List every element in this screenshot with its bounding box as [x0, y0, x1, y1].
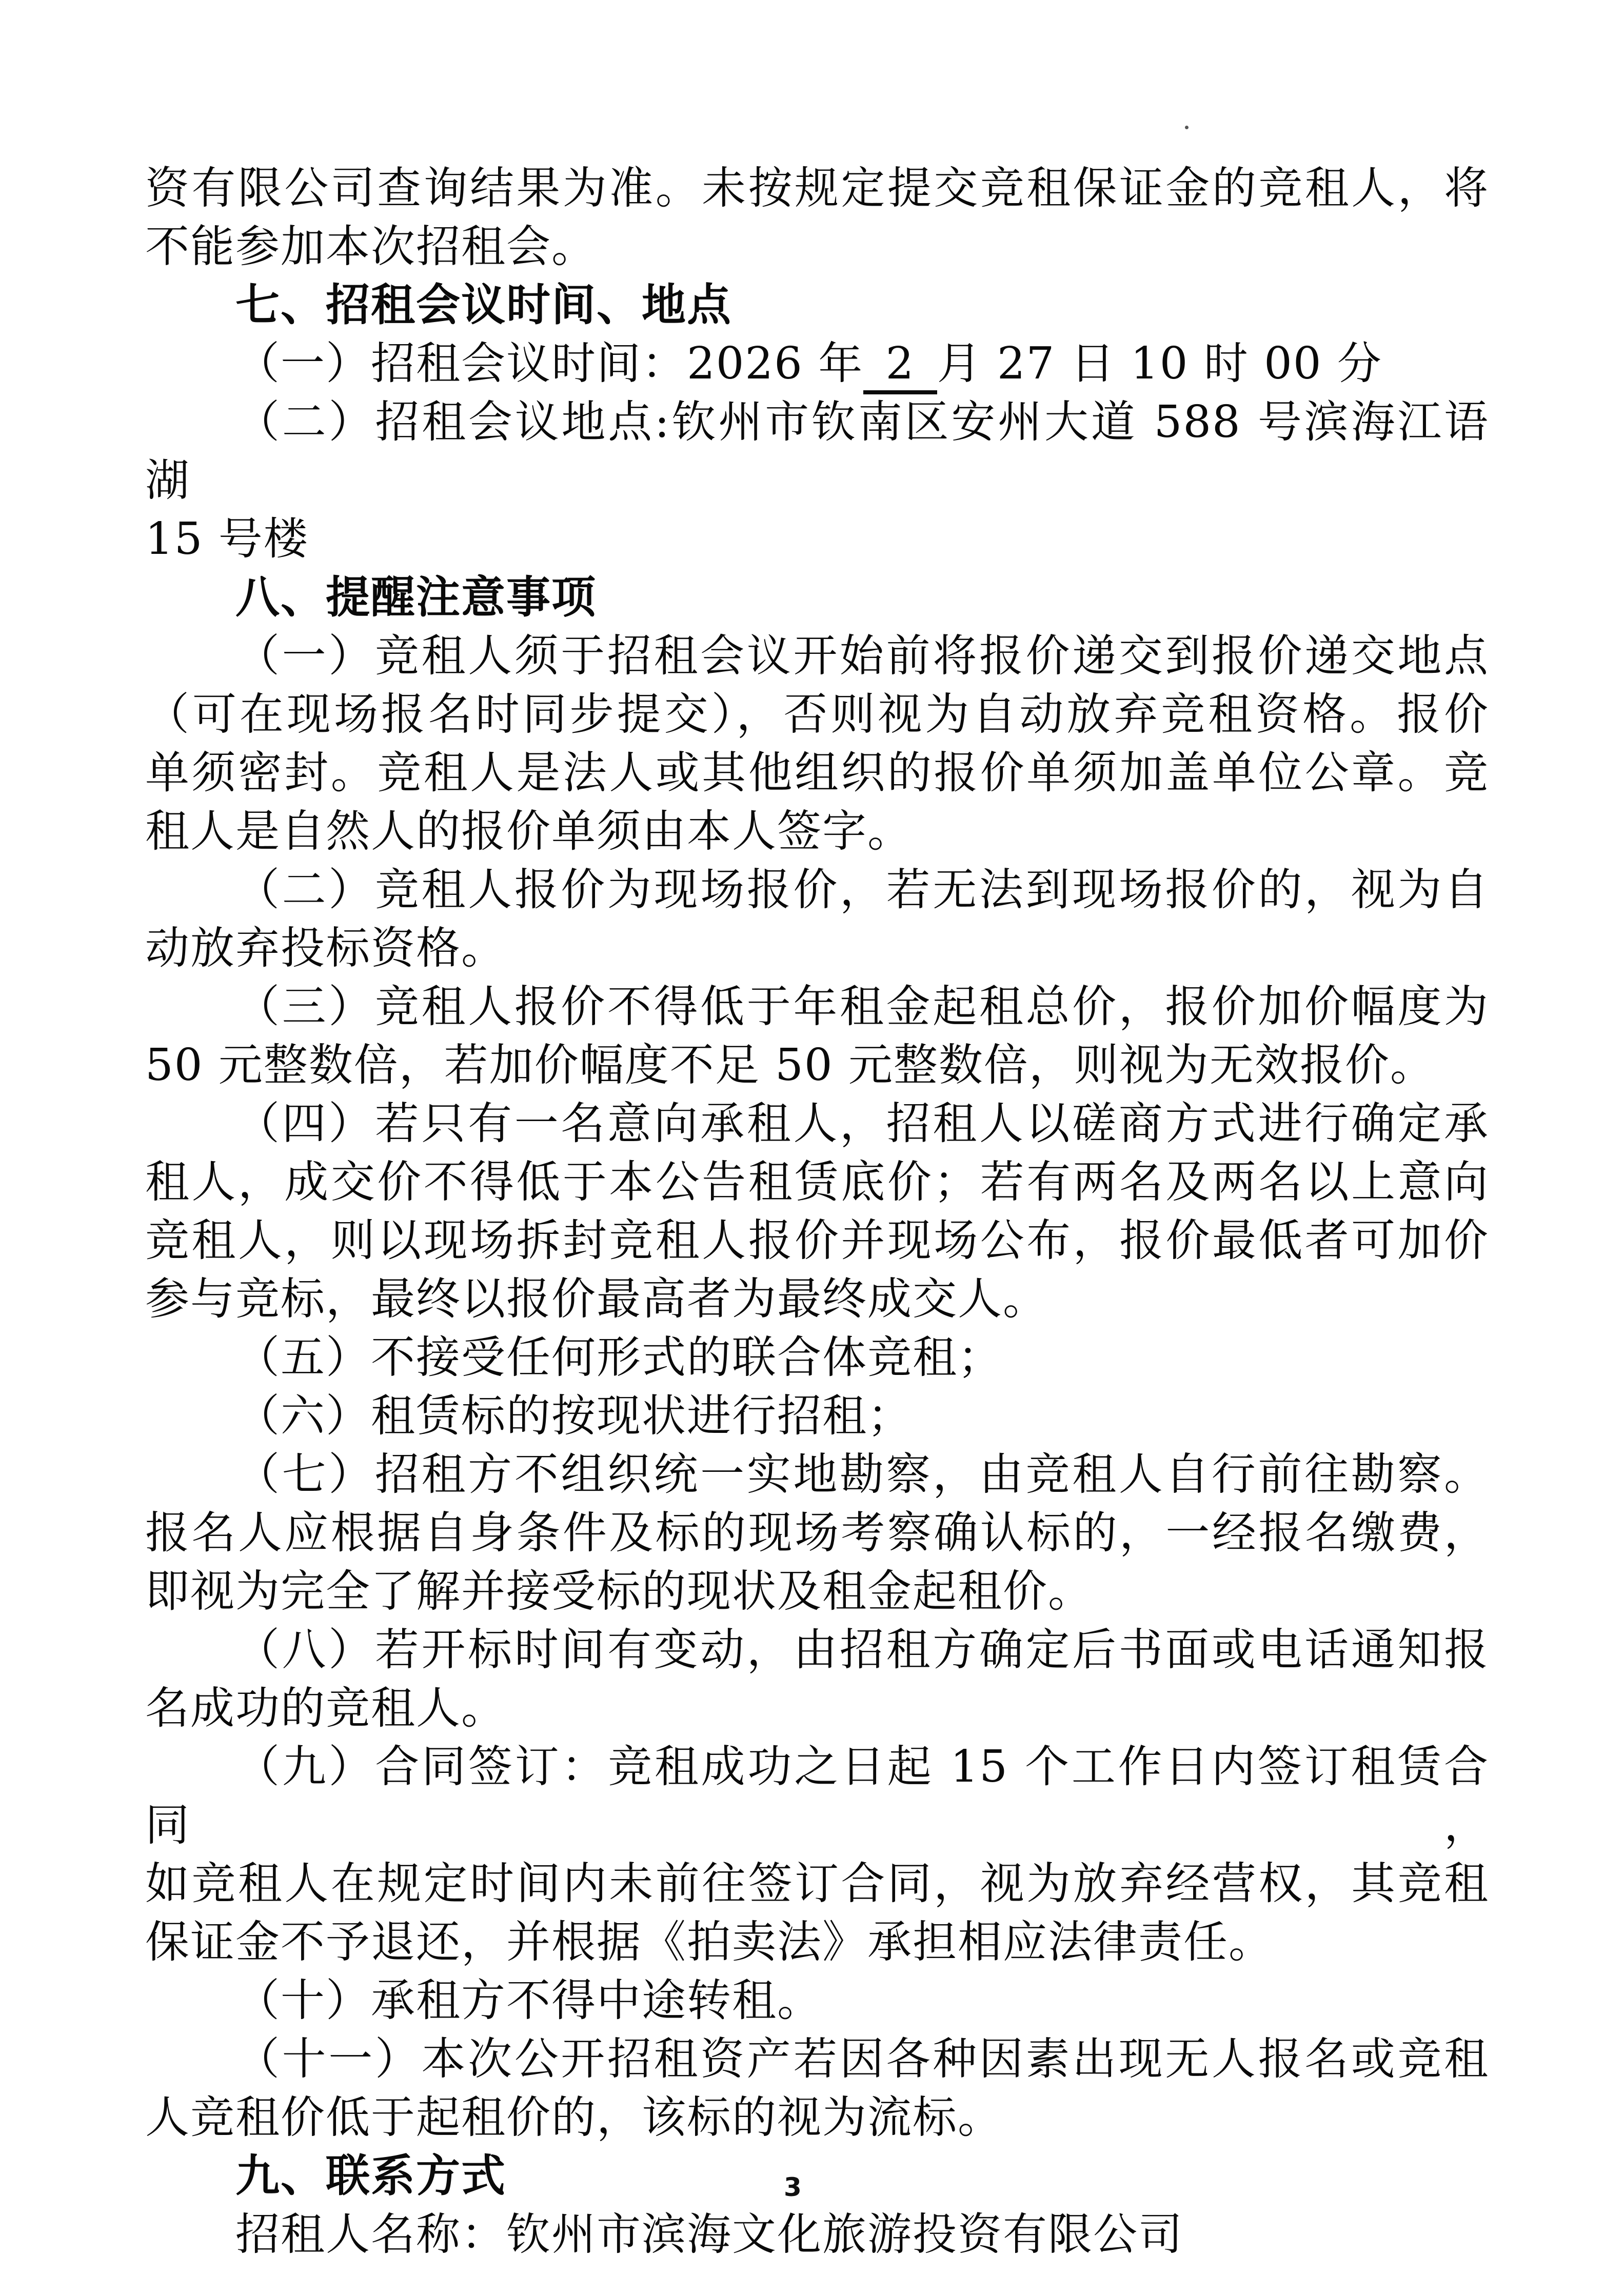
- text-line: 租人，成交价不得低于本公告租赁底价；若有两名及两名以上意向: [145, 1156, 1489, 1208]
- text-line: 如竞租人在规定时间内未前往签订合同，视为放弃经营权，其竞租: [145, 1858, 1489, 1909]
- date-underlined-month: 2: [863, 338, 937, 394]
- text-line: 竞租人，则以现场拆封竞租人报价并现场公布，报价最低者可加价: [145, 1215, 1489, 1266]
- scan-speck: [1185, 126, 1189, 129]
- text-line: 参与竞标，最终以报价最高者为最终成交人。: [145, 1273, 1048, 1325]
- text-line: （二）竞租人报价为现场报价，若无法到现场报价的，视为自: [235, 864, 1489, 915]
- text-line: （五）不接受任何形式的联合体竞租；: [235, 1332, 1003, 1383]
- text-line: 资有限公司查询结果为准。未按规定提交竞租保证金的竞租人，将: [145, 163, 1489, 214]
- section-heading-7: 七、招租会议时间、地点: [235, 279, 732, 331]
- text-line: 租人是自然人的报价单须由本人签字。: [145, 806, 913, 857]
- text-line: （九）合同签订：竞租成功之日起 15 个工作日内签订租赁合同，: [145, 1741, 1489, 1851]
- text-line: （六）租赁标的按现状进行招租；: [235, 1390, 913, 1442]
- text-line-meeting-time: [145, 334, 1489, 393]
- text-line: （十）承租方不得中途转租。: [235, 1975, 822, 2026]
- text-line: （一）竞租人须于招租会议开始前将报价递交到报价递交地点: [235, 630, 1489, 682]
- text-line: 50 元整数倍，若加价幅度不足 50 元整数倍，则视为无效报价。: [145, 1040, 1435, 1091]
- text-line: （可在现场报名时同步提交），否则视为自动放弃竞租资格。报价: [145, 689, 1489, 740]
- text-line: 15 号楼: [145, 513, 309, 565]
- text-line: 动放弃投标资格。: [145, 923, 506, 974]
- section-heading-9: 九、联系方式: [235, 2150, 506, 2202]
- text-line: 报名人应根据自身条件及标的现场考察确认标的，一经报名缴费，: [145, 1507, 1489, 1559]
- text-line: 即视为完全了解并接受标的现状及租金起租价。: [145, 1566, 1093, 1617]
- text-line: （七）招租方不组织统一实地勘察，由竞租人自行前往勘察。: [235, 1449, 1489, 1500]
- text-line: （三）竞租人报价不得低于年租金起租总价，报价加价幅度为: [235, 981, 1489, 1032]
- text-line: （二）招租会议地点:钦州市钦南区安州大道 588 号滨海江语湖: [145, 396, 1489, 506]
- section-heading-8: 八、提醒注意事项: [235, 572, 597, 623]
- page-number: 3: [784, 2172, 802, 2202]
- document-body: [145, 159, 1489, 2264]
- text-line: 人竞租价低于起租价的，该标的视为流标。: [145, 2092, 1003, 2143]
- text-line: （八）若开标时间有变动，由招租方确定后书面或电话通知报: [235, 1624, 1489, 1675]
- date-prefix: （一）招租会议时间：2026 年: [235, 338, 864, 389]
- text-line-lessor-name: 招租人名称：钦州市滨海文化旅游投资有限公司: [235, 2209, 1183, 2260]
- text-line: 不能参加本次招租会。: [145, 221, 597, 272]
- text-line: （四）若只有一名意向承租人，招租人以磋商方式进行确定承: [235, 1098, 1489, 1149]
- date-suffix: 月 27 日 10 时 00 分: [937, 338, 1382, 389]
- text-line: （十一）本次公开招租资产若因各种因素出现无人报名或竞租: [235, 2033, 1489, 2085]
- text-line: 名成功的竞租人。: [145, 1683, 506, 1734]
- text-line: 保证金不予退还，并根据《拍卖法》承担相应法律责任。: [145, 1916, 1274, 1968]
- text-line: 单须密封。竞租人是法人或其他组织的报价单须加盖单位公章。竞: [145, 747, 1489, 798]
